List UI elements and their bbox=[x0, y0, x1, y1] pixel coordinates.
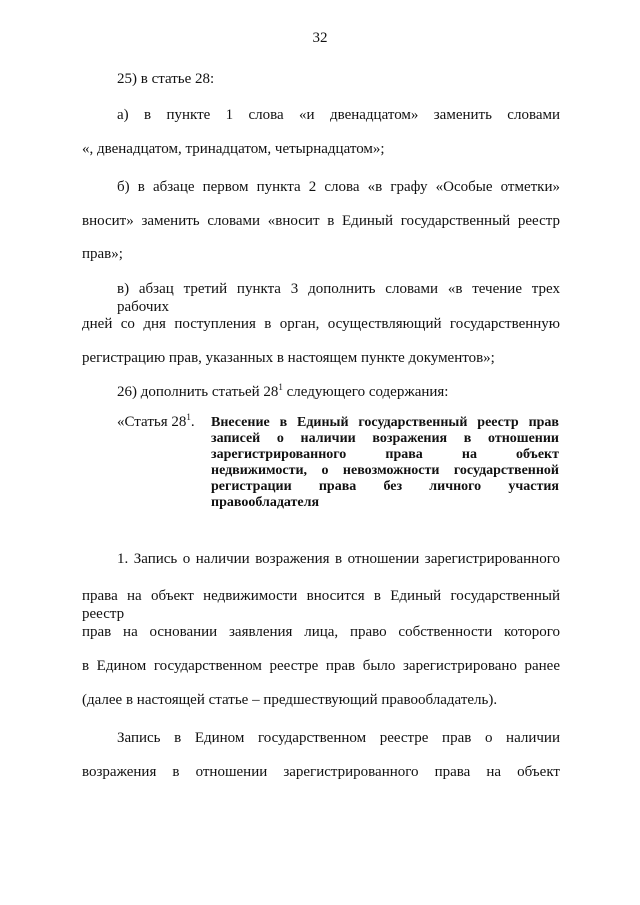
paragraph-line: в) абзац третий пункта 3 дополнить словами «в течение трех рабочих bbox=[117, 281, 560, 315]
text-run: «Статья 28 bbox=[117, 414, 187, 430]
paragraph-line: прав на основании заявления лица, право собственности которого bbox=[82, 624, 560, 640]
title-line: правообладателя bbox=[211, 495, 320, 510]
paragraph-line: права на объект недвижимости вносится в Единый государственный реестр bbox=[82, 588, 560, 622]
text-run: 26) дополнить статьей 28 bbox=[117, 384, 279, 400]
paragraph-line: 1. Запись о наличии возражения в отношении зарегистрированного bbox=[117, 551, 560, 567]
paragraph-line: возражения в отношении зарегистрированного права на объект bbox=[82, 764, 560, 780]
page-number: 32 bbox=[312, 30, 328, 46]
paragraph-line: 25) в статье 28: bbox=[117, 71, 215, 87]
title-line: Внесение в Единый государственный реестр прав bbox=[211, 415, 559, 430]
superscript: 1 bbox=[186, 412, 191, 422]
paragraph-line: дней со дня поступления в орган, осуществляющий государственную bbox=[82, 316, 560, 332]
paragraph-line bbox=[117, 383, 448, 401]
paragraph-line: «, двенадцатом, тринадцатом, четырнадцатом»; bbox=[82, 141, 385, 157]
text-run: . bbox=[190, 414, 195, 430]
title-line: зарегистрированного права на объект bbox=[211, 447, 559, 462]
superscript: 1 bbox=[278, 382, 283, 392]
title-line: недвижимости, о невозможности государственной bbox=[211, 463, 559, 478]
article-label bbox=[117, 413, 195, 431]
article-heading bbox=[117, 413, 562, 523]
paragraph-line: прав»; bbox=[82, 246, 123, 262]
paragraph-line: вносит» заменить словами «вносит в Единый государственный реестр bbox=[82, 213, 560, 229]
paragraph-line: регистрацию прав, указанных в настоящем пункте документов»; bbox=[82, 350, 495, 366]
paragraph-line: (далее в настоящей статье – предшествующий правообладатель). bbox=[82, 692, 498, 708]
paragraph-line: в Едином государственном реестре прав было зарегистрировано ранее bbox=[82, 658, 560, 674]
article-title bbox=[211, 415, 559, 511]
title-line: регистрации права без личного участия bbox=[211, 479, 559, 494]
title-line: записей о наличии возражения в отношении bbox=[211, 431, 559, 446]
paragraph-line: а) в пункте 1 слова «и двенадцатом» заменить словами bbox=[117, 107, 560, 123]
paragraph-line: б) в абзаце первом пункта 2 слова «в графу «Особые отметки» bbox=[117, 179, 560, 195]
paragraph-line: Запись в Едином государственном реестре прав о наличии bbox=[117, 730, 560, 746]
text-run: следующего содержания: bbox=[282, 384, 449, 400]
